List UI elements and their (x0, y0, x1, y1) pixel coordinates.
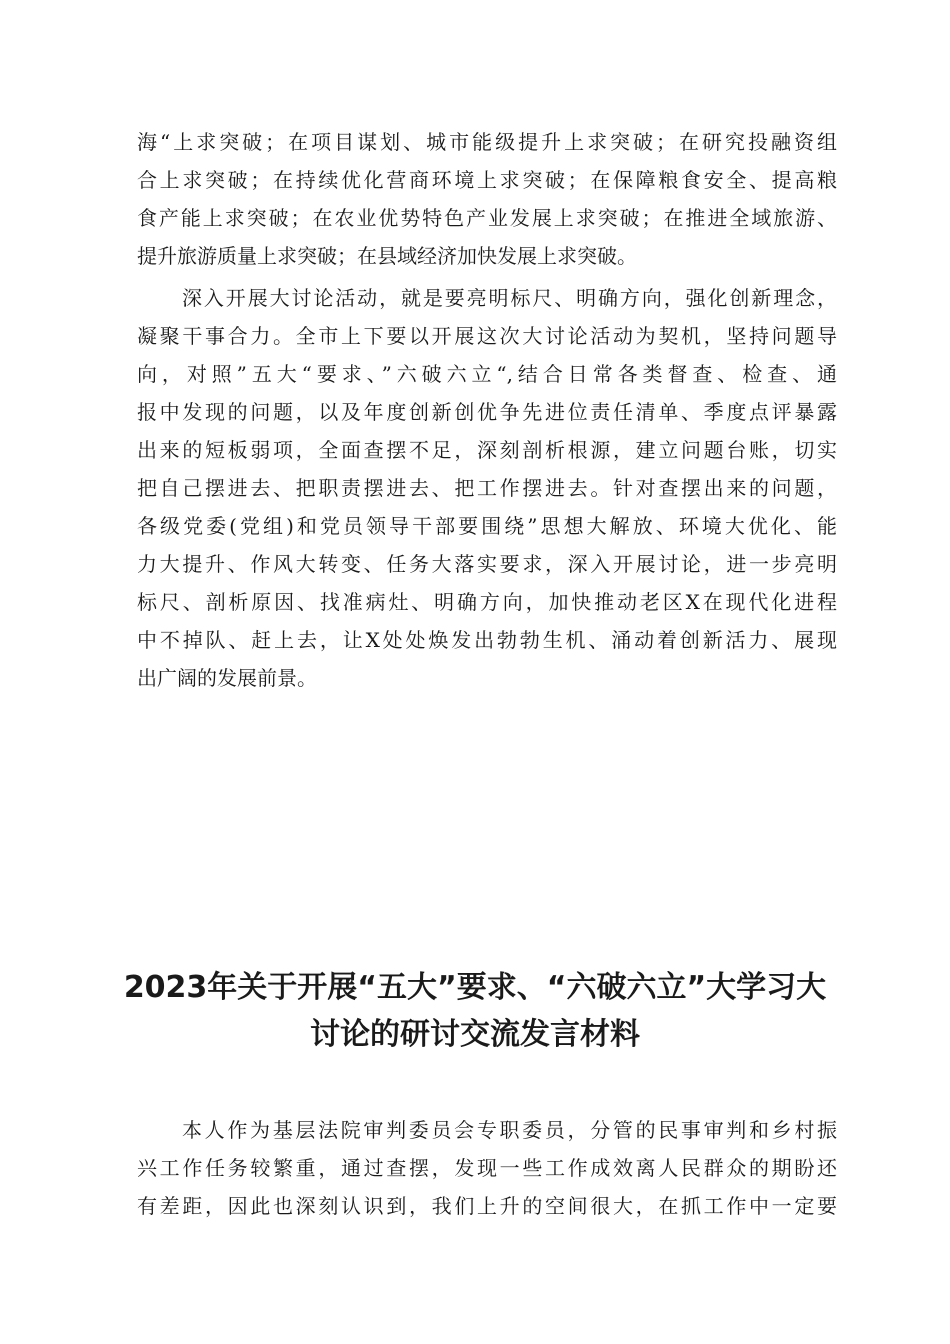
title-line-1: 2023年关于开展“五大”要求、“六破六立”大学习大 (123, 970, 827, 1005)
text-line: 把自己摆进去、把职责摆进去、把工作摆进去。针对查摆出来的问题， (137, 476, 837, 500)
title-line-2: 讨论的研讨交流发言材料 (310, 1017, 640, 1052)
text-line: 出广阔的发展前景。 (137, 666, 317, 690)
text-line: 报中发现的问题，以及年度创新创优争先进位责任清单、季度点评暴露 (137, 400, 837, 424)
text-line: 合上求突破；在持续优化营商环境上求突破；在保障粮食安全、提高粮 (137, 168, 837, 192)
text-line: 提升旅游质量上求突破；在县域经济加快发展上求突破。 (137, 244, 637, 268)
text-line: 兴工作任务较繁重，通过查摆，发现一些工作成效离人民群众的期盼还 (137, 1156, 837, 1180)
text-line: 凝聚干事合力。全市上下要以开展这次大讨论活动为契机，坚持问题导 (137, 324, 837, 348)
text-line: 有差距，因此也深刻认识到，我们上升的空间很大，在抓工作中一定要 (137, 1194, 837, 1218)
text-line: 向，对照”五大“要求、”六破六立“,结合日常各类督查、检查、通 (137, 362, 837, 386)
text-line: 各级党委(党组)和党员领导干部要围绕”思想大解放、环境大优化、能 (137, 514, 837, 538)
text-line: 海“上求突破；在项目谋划、城市能级提升上求突破；在研究投融资组 (137, 130, 837, 154)
text-line: 食产能上求突破；在农业优势特色产业发展上求突破；在推进全域旅游、 (137, 206, 837, 230)
text-line: 标尺、剖析原因、找准病灶、明确方向，加快推动老区X在现代化进程 (137, 590, 837, 614)
text-line: 中不掉队、赶上去，让X处处焕发出勃勃生机、涌动着创新活力、展现 (137, 628, 837, 652)
text-line: 力大提升、作风大转变、任务大落实要求，深入开展讨论，进一步亮明 (137, 552, 837, 576)
text-line: 出来的短板弱项，全面查摆不足，深刻剖析根源，建立问题台账，切实 (137, 438, 837, 462)
text-line: 本人作为基层法院审判委员会专职委员，分管的民事审判和乡村振 (182, 1118, 837, 1142)
text-line: 深入开展大讨论活动，就是要亮明标尺、明确方向，强化创新理念， (182, 286, 837, 310)
